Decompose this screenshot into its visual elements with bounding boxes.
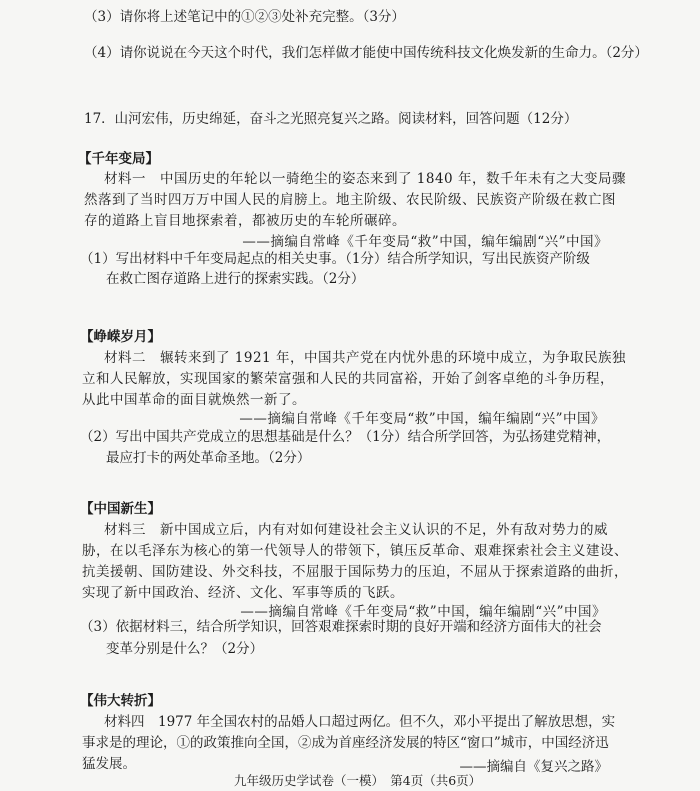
section3-material-line: 实现了新中国政治、经济、文化、军事等质的飞跃。 <box>82 585 404 601</box>
section2-material-line: 立和人民解放，实现国家的繁荣富强和人民的共同富裕，开始了剑客卓绝的斗争历程， <box>82 371 614 387</box>
section1-material-line: 存的道路上盲目地探索着，都被历史的车轮所碾碎。 <box>84 213 406 229</box>
section2-question-line: 最应打卡的两处革命圣地。（2分） <box>106 450 311 466</box>
section1-question-line: （1）写出材料中千年变局起点的相关史事。（1分）结合所学知识，写出民族资产阶级 <box>80 251 590 267</box>
section4-heading: 【伟大转折】 <box>80 693 161 709</box>
section1-question-line: 在救亡图存道路上进行的探索实践。（2分） <box>106 271 365 287</box>
section4-source: ——摘编自《复兴之路》 <box>459 759 608 775</box>
q16-sub4: （4）请你说说在今天这个时代，我们怎样做才能使中国传统科技文化焕发新的生命力。（2分） <box>84 45 648 61</box>
q17-stem: 17．山河宏伟，历史绵延，奋斗之光照亮复兴之路。阅读材料，回答问题（12分） <box>84 111 578 127</box>
section4-material-line: 材料四 1977 年全国农村的品婚人口超过两亿。但不久，邓小平提出了解放思想，实 <box>104 714 616 730</box>
section3-material-line: 材料三 新中国成立后，内有对如何建设社会主义认识的不足，外有敌对势力的威 <box>104 522 608 538</box>
section2-source: ——摘编自常峰《千年变局“救”中国，编年编剧“兴”中国》 <box>239 411 605 427</box>
section2-question-line: （2）写出中国共产党成立的思想基础是什么？（1分）结合所学回答，为弘扬建党精神， <box>80 429 611 445</box>
section1-material-line: 然落到了当时四万万中国人民的肩膀上。地主阶级、农民阶级、民族资产阶级在救亡图 <box>84 192 616 208</box>
section3-question-line: （3）依据材料三，结合所学知识，回答艰难探索时期的良好开端和经济方面伟大的社会 <box>80 619 602 635</box>
section3-question-line: 变革分别是什么？（2分） <box>106 641 264 657</box>
section3-material-line: 胁，在以毛泽东为核心的第一代领导人的带领下，镇压反革命、艰难探索社会主义建设、 <box>82 543 628 559</box>
section1-source: ——摘编自常峰《千年变局“救”中国，编年编剧“兴”中国》 <box>242 234 608 250</box>
section3-material-line: 抗美援朝、国防建设、外交科技，不屈服于国际势力的压迫，不屈从于探索道路的曲折， <box>82 564 628 580</box>
section2-heading: 【峥嵘岁月】 <box>80 329 161 345</box>
section2-material-line: 材料二 辗转来到了 1921 年，中国共产党在内忧外患的环境中成立，为争取民族独 <box>104 350 626 366</box>
section1-material-line: 材料一 中国历史的年轮以一骑绝尘的姿态来到了 1840 年，数千年未有之大变局骤 <box>104 171 626 187</box>
q16-sub3: （3）请你将上述笔记中的①②③处补充完整。（3分） <box>84 9 405 25</box>
section1-heading: 【千年变局】 <box>78 151 159 167</box>
page-footer: 九年级历史学试卷（一模） 第4页（共6页） <box>234 773 482 788</box>
section4-material-line: 猛发展。 <box>82 756 136 772</box>
section3-heading: 【中国新生】 <box>80 501 161 517</box>
section3-source: ——摘编自常峰《千年变局“救”中国，编年编剧“兴”中国》 <box>240 604 606 620</box>
section2-material-line: 从此中国革命的面目就焕然一新了。 <box>82 392 306 408</box>
section4-material-line: 事求是的理论，①的政策推向全国，②成为首座经济发展的特区“窗口”城市，中国经济迅 <box>82 735 609 751</box>
